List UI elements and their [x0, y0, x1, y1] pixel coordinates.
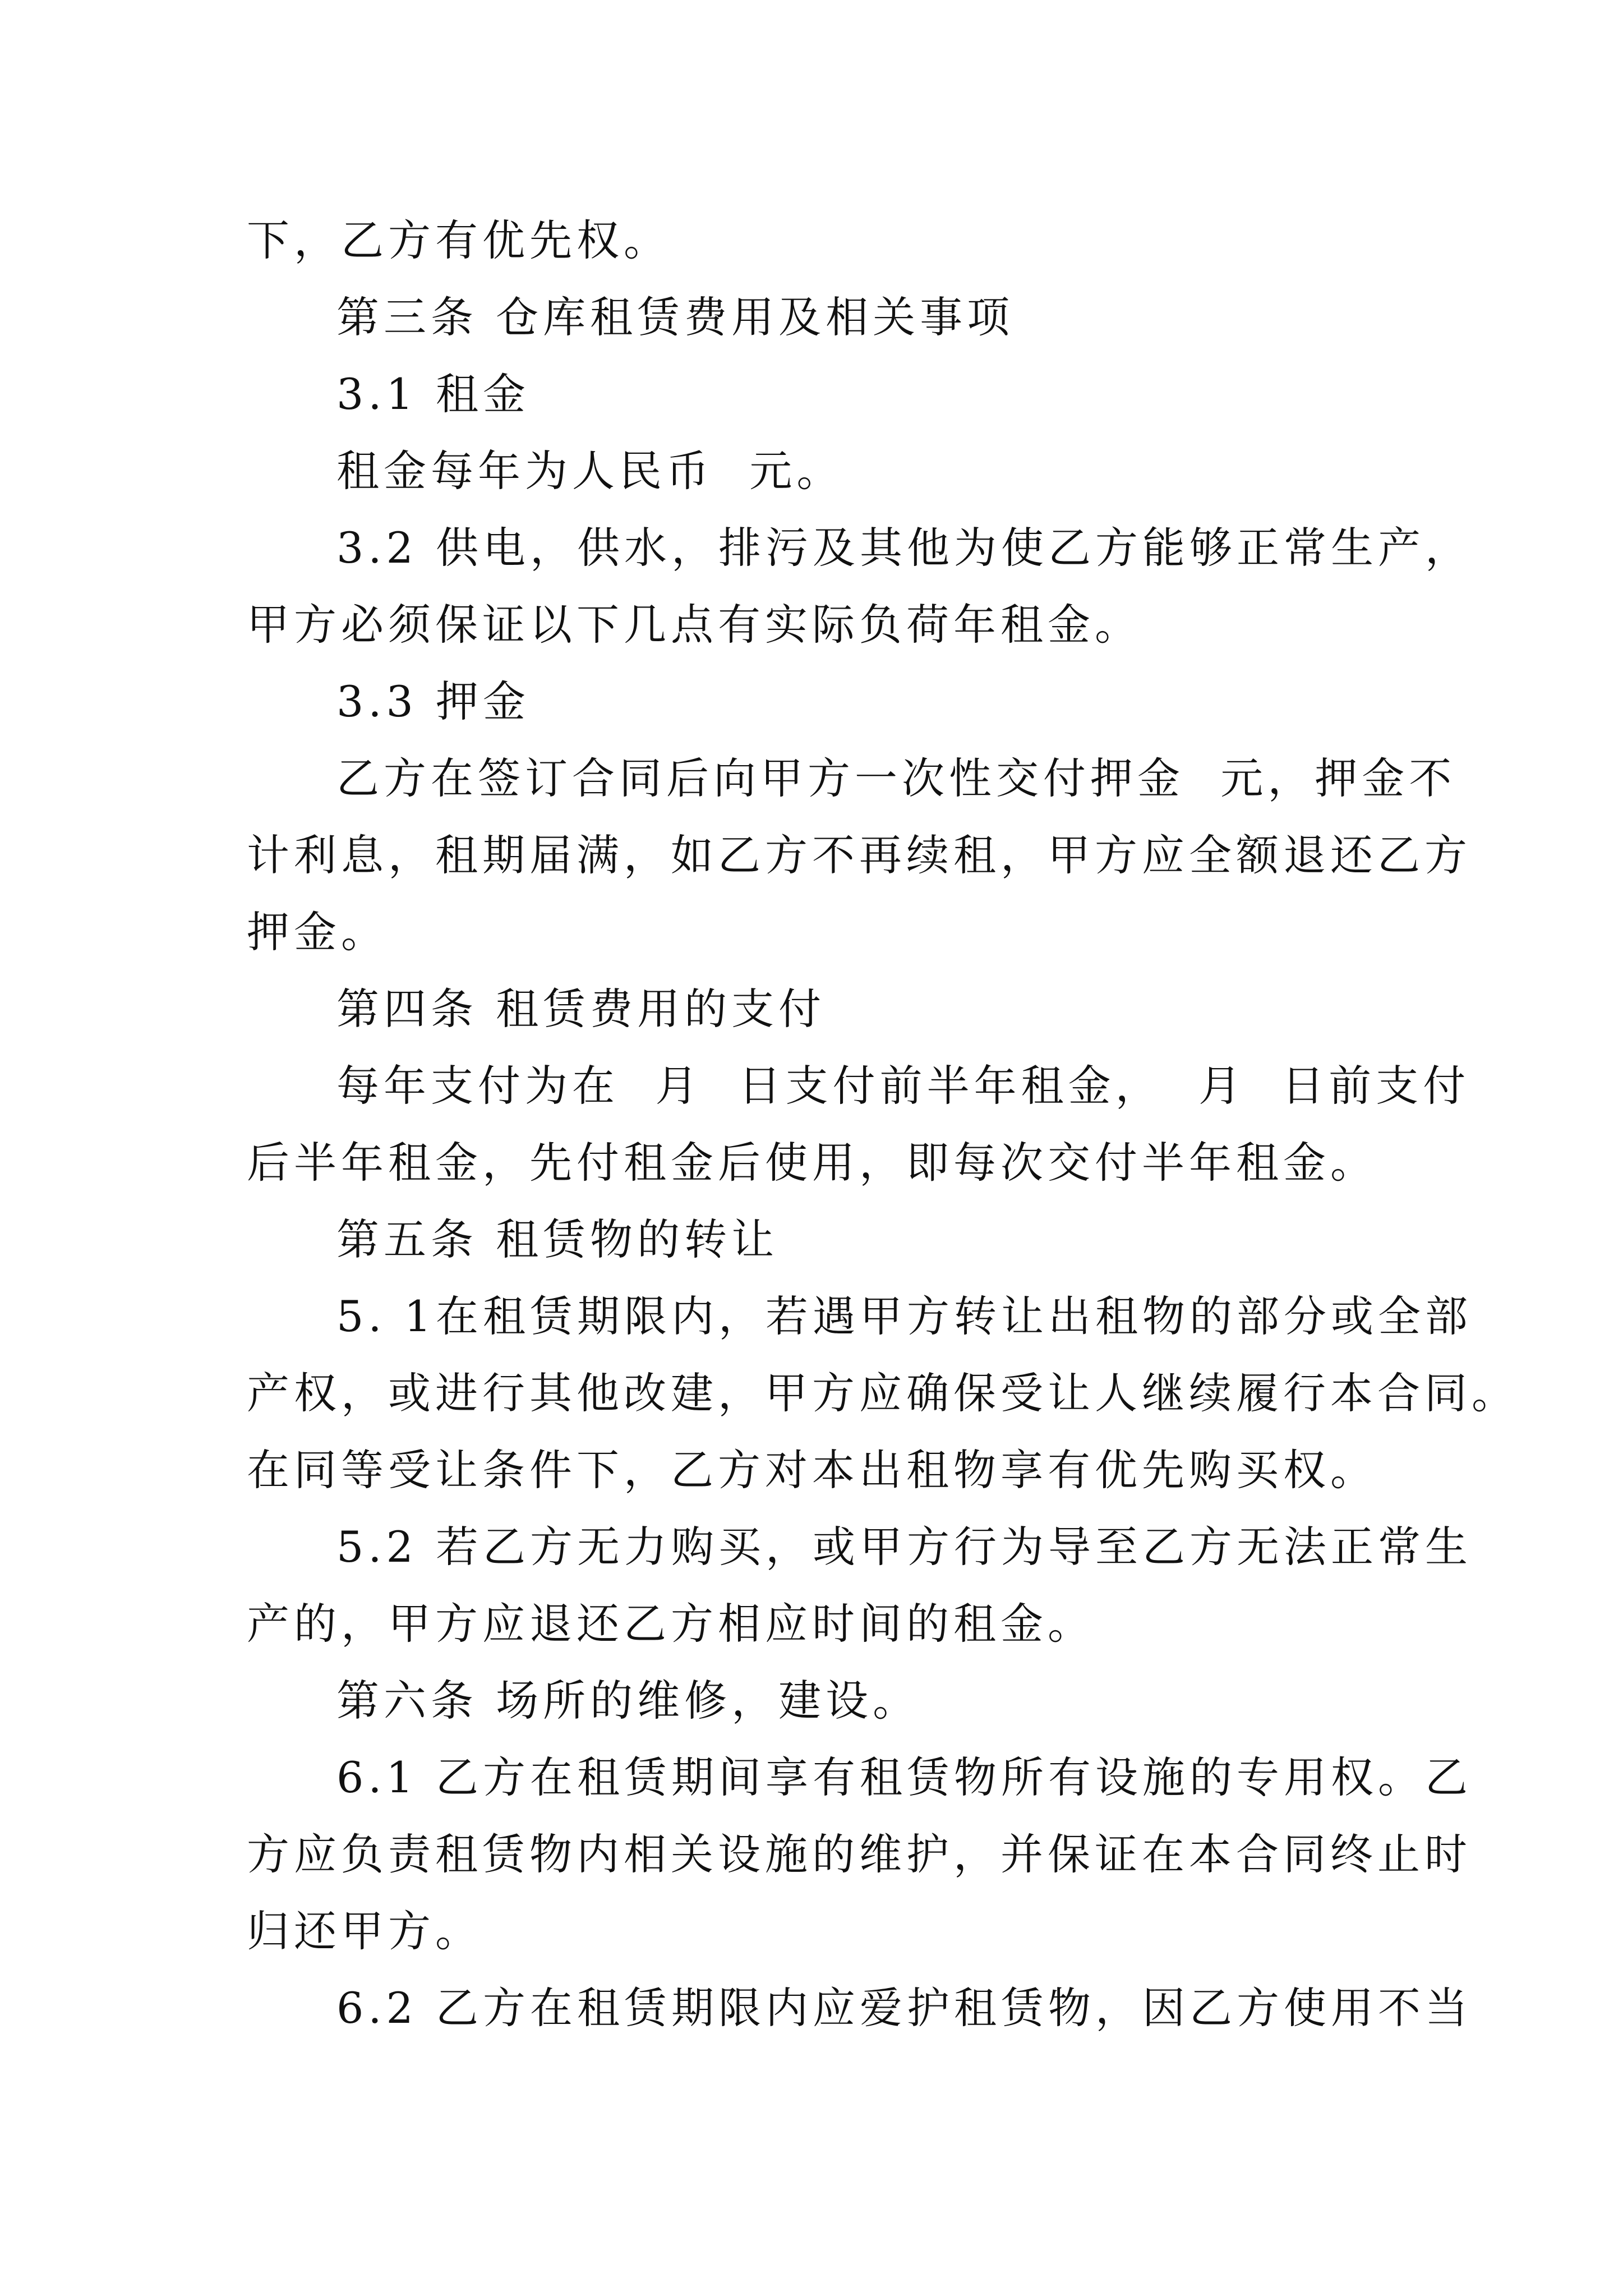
clause-5-1-text-cont-2: 在同等受让条件下，乙方对本出租物享有优先购买权。: [247, 1445, 1377, 1495]
clause-6-1-text-cont-2: 归还甲方。: [247, 1906, 482, 1956]
clause-5-1-text: 5. 1在租赁期限内，若遇甲方转让出租物的部分或全部: [336, 1291, 1473, 1341]
rent-amount-text: 租金每年为人民币 元。: [336, 446, 844, 496]
deposit-text-cont-2: 押金。: [247, 907, 388, 957]
clause-3-2-text-cont: 甲方必须保证以下几点有实际负荷年租金。: [247, 600, 1142, 650]
clause-5-2-text-cont: 产的，甲方应退还乙方相应时间的租金。: [247, 1599, 1095, 1649]
payment-text: 每年支付为在 月 日支付前半年租金， 月 日前支付: [336, 1061, 1470, 1111]
article-5-heading: 第五条 租赁物的转让: [336, 1214, 779, 1264]
clause-5-2-text: 5.2 若乙方无力购买，或甲方行为导至乙方无法正常生: [336, 1522, 1473, 1572]
text-line-continuation: 下，乙方有优先权。: [247, 215, 671, 265]
clause-3-2-text: 3.2 供电，供水，排污及其他为使乙方能够正常生产，: [336, 523, 1473, 573]
clause-6-2-text: 6.2 乙方在租赁期限内应爱护租赁物，因乙方使用不当: [336, 1983, 1473, 2033]
clause-3-1-heading: 3.1 租金: [336, 369, 531, 419]
deposit-text: 乙方在签订合同后向甲方一次性交付押金 元，押金不: [336, 753, 1456, 803]
payment-text-cont: 后半年租金，先付租金后使用，即每次交付半年租金。: [247, 1138, 1377, 1188]
clause-3-3-heading: 3.3 押金: [336, 677, 531, 726]
deposit-text-cont-1: 计利息，租期届满，如乙方不再续租，甲方应全额退还乙方: [247, 830, 1472, 880]
article-6-heading: 第六条 场所的维修，建设。: [336, 1676, 920, 1726]
article-4-heading: 第四条 租赁费用的支付: [336, 984, 826, 1034]
article-3-heading: 第三条 仓库租赁费用及相关事项: [336, 292, 1015, 342]
clause-6-1-text-cont-1: 方应负责租赁物内相关设施的维护，并保证在本合同终止时: [247, 1829, 1472, 1879]
clause-6-1-text: 6.1 乙方在租赁期间享有租赁物所有设施的专用权。乙: [336, 1752, 1473, 1802]
clause-5-1-text-cont-1: 产权，或进行其他改建，甲方应确保受让人继续履行本合同。: [247, 1368, 1519, 1418]
document-body: [247, 202, 1519, 2046]
